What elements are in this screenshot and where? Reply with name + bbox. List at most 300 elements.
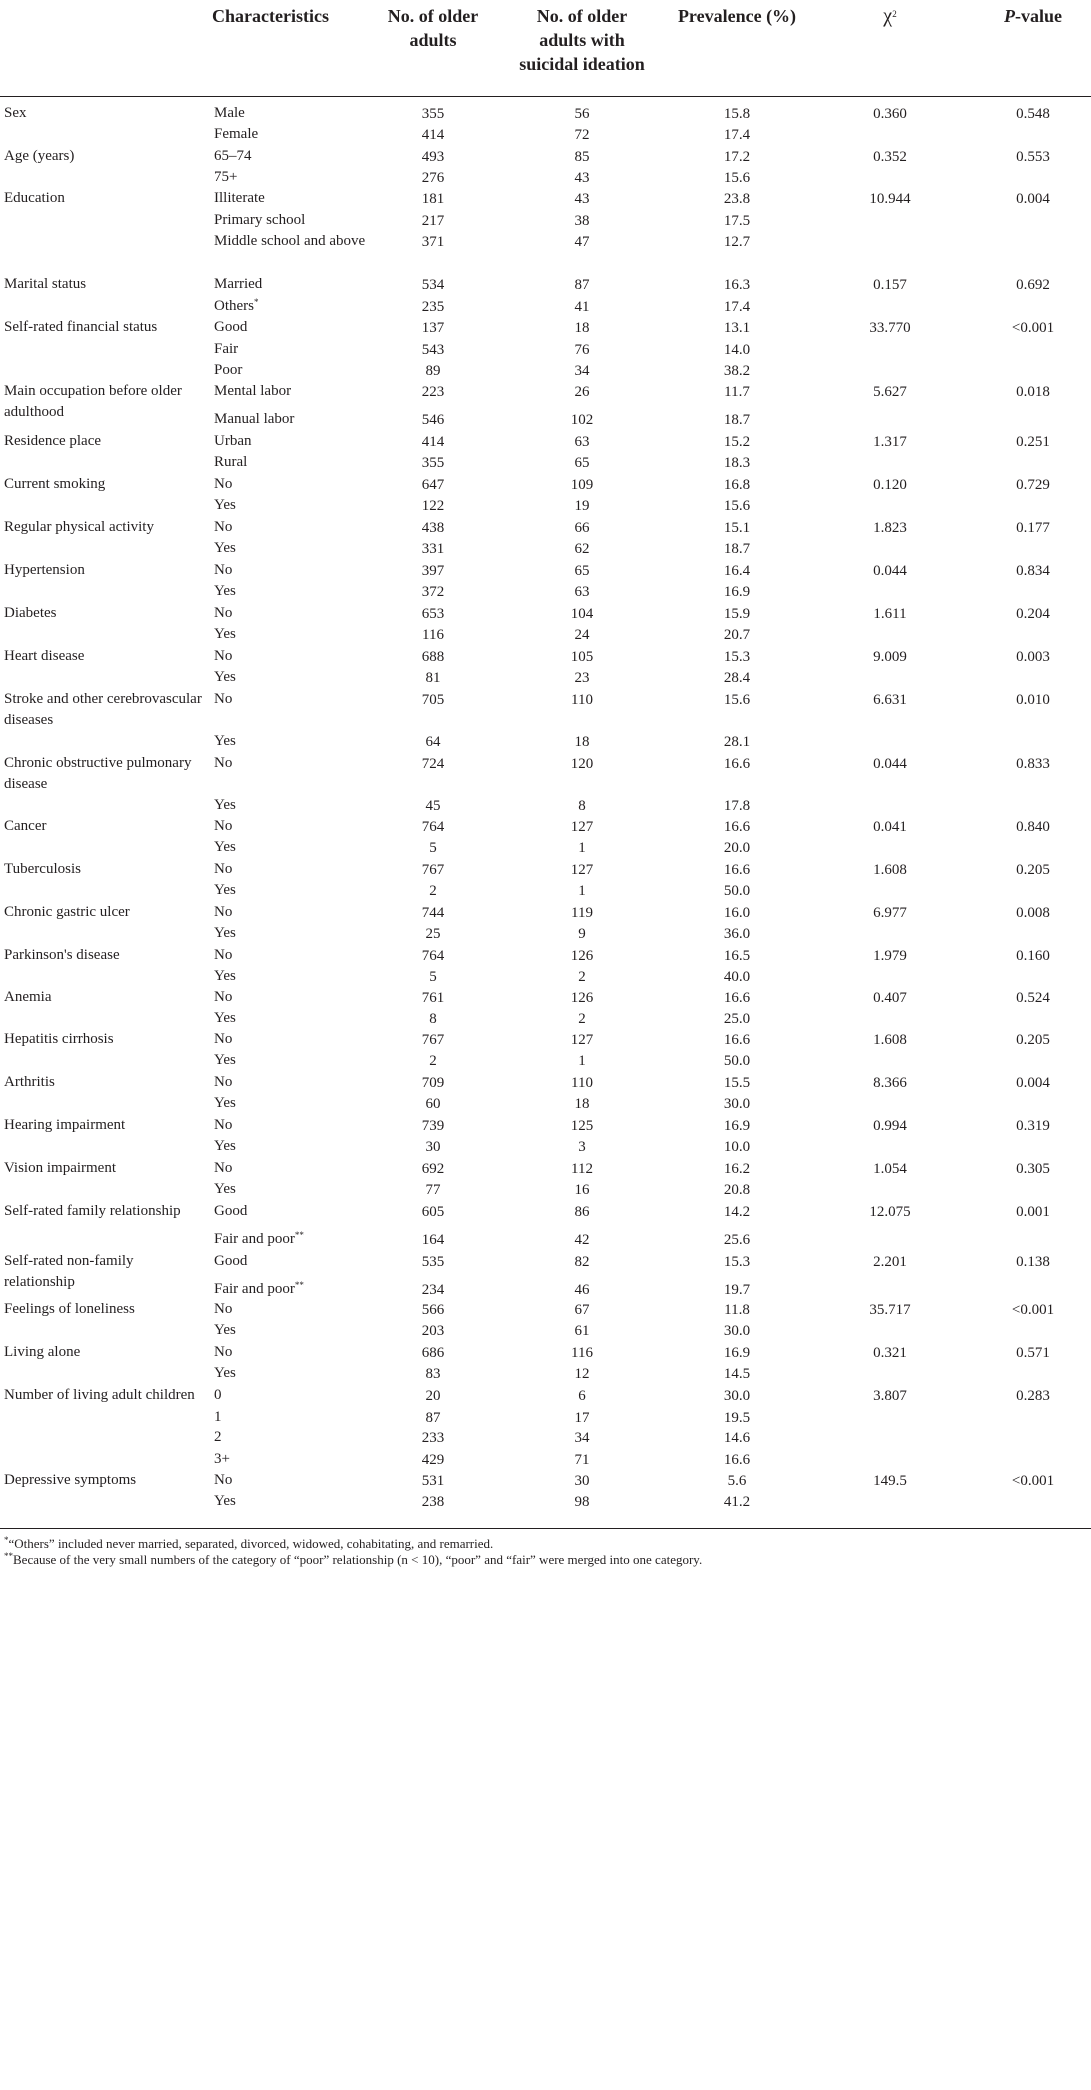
row-n-older-adults: 493 bbox=[421, 149, 445, 165]
row-n-older-adults: 543 bbox=[421, 342, 445, 358]
row-variable: Current smoking bbox=[4, 476, 106, 492]
row-category: No bbox=[214, 648, 233, 664]
row-prevalence: 50.0 bbox=[723, 1053, 751, 1069]
row-n-older-adults: 233 bbox=[421, 1430, 445, 1446]
row-prevalence: 15.6 bbox=[723, 170, 751, 186]
row-variable bbox=[4, 1090, 204, 1093]
row-variable: Heart disease bbox=[4, 648, 85, 664]
row-category: No bbox=[214, 947, 233, 963]
row-n-older-adults: 20 bbox=[425, 1388, 441, 1404]
row-p-value: 0.571 bbox=[1016, 1345, 1050, 1361]
footnote-2 bbox=[4, 1551, 702, 1569]
row-category: Yes bbox=[214, 925, 236, 941]
row-category: 3+ bbox=[214, 1451, 230, 1467]
row-prevalence: 20.7 bbox=[723, 627, 751, 643]
row-n-suicidal-ideation: 1 bbox=[578, 1053, 586, 1069]
row-variable: Self-rated financial status bbox=[4, 319, 158, 335]
row-n-older-adults: 116 bbox=[422, 627, 444, 643]
row-prevalence: 15.6 bbox=[723, 498, 751, 514]
row-prevalence: 16.6 bbox=[723, 756, 751, 772]
row-n-suicidal-ideation: 112 bbox=[571, 1161, 593, 1177]
row-p-value: 0.834 bbox=[1016, 563, 1050, 579]
row-category: Yes bbox=[214, 626, 236, 642]
row-chi-square: 1.054 bbox=[873, 1161, 907, 1177]
row-n-suicidal-ideation: 2 bbox=[578, 1011, 586, 1027]
row-n-suicidal-ideation: 109 bbox=[570, 477, 594, 493]
row-n-suicidal-ideation: 66 bbox=[574, 520, 590, 536]
row-prevalence: 25.0 bbox=[723, 1011, 751, 1027]
row-n-older-adults: 181 bbox=[421, 191, 445, 207]
row-variable: Depressive symptoms bbox=[4, 1472, 137, 1488]
row-n-suicidal-ideation: 119 bbox=[571, 905, 593, 921]
row-variable: Vision impairment bbox=[4, 1160, 117, 1176]
row-category: Yes bbox=[214, 1365, 236, 1381]
row-prevalence: 13.1 bbox=[723, 320, 751, 336]
row-chi-square: 6.631 bbox=[873, 692, 907, 708]
row-prevalence: 17.2 bbox=[723, 149, 751, 165]
row-category: No bbox=[214, 755, 233, 771]
row-category: No bbox=[214, 1472, 233, 1488]
row-n-older-adults: 5 bbox=[429, 969, 437, 985]
row-n-older-adults: 546 bbox=[421, 412, 445, 428]
row-n-older-adults: 686 bbox=[421, 1345, 445, 1361]
row-n-older-adults: 238 bbox=[421, 1494, 445, 1510]
row-prevalence: 15.3 bbox=[723, 649, 751, 665]
row-prevalence: 15.3 bbox=[723, 1254, 751, 1270]
row-n-older-adults: 25 bbox=[425, 926, 441, 942]
row-prevalence: 17.4 bbox=[723, 127, 751, 143]
row-category: Yes bbox=[214, 1181, 236, 1197]
row-category: No bbox=[214, 1074, 233, 1090]
row-category: 2 bbox=[214, 1429, 222, 1445]
row-p-value: 0.018 bbox=[1016, 384, 1050, 400]
row-prevalence: 17.5 bbox=[723, 213, 751, 229]
row-category: Yes bbox=[214, 733, 236, 749]
row-n-older-adults: 438 bbox=[421, 520, 445, 536]
row-prevalence: 16.9 bbox=[723, 1118, 751, 1134]
row-category: No bbox=[214, 562, 233, 578]
row-variable bbox=[4, 1317, 204, 1320]
row-prevalence: 10.0 bbox=[723, 1139, 751, 1155]
row-n-suicidal-ideation: 110 bbox=[571, 1075, 593, 1091]
row-category: Female bbox=[214, 126, 259, 142]
row-prevalence: 16.9 bbox=[723, 1345, 751, 1361]
row-category: No bbox=[214, 989, 233, 1005]
row-p-value: 0.004 bbox=[1016, 1075, 1050, 1091]
row-chi-square: 12.075 bbox=[869, 1204, 911, 1220]
row-variable bbox=[4, 1446, 204, 1449]
row-prevalence: 14.0 bbox=[723, 342, 751, 358]
row-n-older-adults: 739 bbox=[421, 1118, 445, 1134]
row-chi-square: 0.044 bbox=[873, 563, 907, 579]
footnote-1-text: “Others” included never married, separated, divorced, widowed, cohabitating, and remarried. bbox=[8, 1536, 494, 1551]
row-variable bbox=[4, 1226, 204, 1229]
row-n-older-adults: 767 bbox=[421, 1032, 445, 1048]
row-category: No bbox=[214, 1344, 233, 1360]
row-n-suicidal-ideation: 26 bbox=[574, 384, 590, 400]
row-category: No bbox=[214, 605, 233, 621]
row-variable: Parkinson's disease bbox=[4, 947, 120, 963]
row-variable bbox=[4, 834, 204, 837]
row-p-value: 0.204 bbox=[1016, 606, 1050, 622]
row-n-suicidal-ideation: 18 bbox=[574, 320, 590, 336]
row-prevalence: 14.2 bbox=[723, 1204, 751, 1220]
row-chi-square: 0.352 bbox=[873, 149, 907, 165]
row-n-older-adults: 87 bbox=[425, 1410, 441, 1426]
row-n-suicidal-ideation: 63 bbox=[574, 434, 590, 450]
row-n-older-adults: 692 bbox=[421, 1161, 445, 1177]
row-n-older-adults: 531 bbox=[421, 1473, 445, 1489]
row-chi-square: 5.627 bbox=[873, 384, 907, 400]
row-p-value: 0.160 bbox=[1016, 948, 1050, 964]
row-category: Good bbox=[214, 319, 248, 335]
category-footnote-mark: ** bbox=[294, 1280, 304, 1290]
row-variable bbox=[4, 1133, 204, 1136]
row-chi-square: 35.717 bbox=[869, 1302, 911, 1318]
row-n-older-adults: 372 bbox=[421, 584, 445, 600]
row-p-value: <0.001 bbox=[1011, 1302, 1055, 1318]
row-variable: Regular physical activity bbox=[4, 519, 154, 535]
row-prevalence: 16.8 bbox=[723, 477, 751, 493]
row-chi-square: 0.407 bbox=[873, 990, 907, 1006]
row-n-older-adults: 355 bbox=[421, 106, 445, 122]
row-variable: Chronic obstructive pulmonary disease bbox=[4, 755, 192, 792]
row-n-older-adults: 122 bbox=[421, 498, 445, 514]
row-prevalence: 11.7 bbox=[724, 384, 750, 400]
row-p-value: 0.553 bbox=[1016, 149, 1050, 165]
row-n-older-adults: 429 bbox=[421, 1452, 445, 1468]
row-chi-square: 2.201 bbox=[873, 1254, 907, 1270]
row-prevalence: 15.2 bbox=[723, 434, 751, 450]
row-variable bbox=[4, 293, 204, 296]
row-n-older-adults: 81 bbox=[425, 670, 441, 686]
row-p-value: 0.008 bbox=[1016, 905, 1050, 921]
header-n-older-adults: No. of older adults bbox=[387, 6, 479, 50]
row-category: 0 bbox=[214, 1387, 222, 1403]
row-variable bbox=[4, 664, 204, 667]
row-prevalence: 30.0 bbox=[723, 1323, 751, 1339]
row-prevalence: 14.5 bbox=[723, 1366, 751, 1382]
category-footnote-mark: * bbox=[254, 297, 259, 307]
row-prevalence: 17.4 bbox=[723, 299, 751, 315]
row-n-suicidal-ideation: 9 bbox=[578, 926, 586, 942]
row-category: Manual labor bbox=[214, 411, 295, 427]
row-n-older-adults: 371 bbox=[421, 234, 445, 250]
row-n-older-adults: 566 bbox=[421, 1302, 445, 1318]
row-n-suicidal-ideation: 126 bbox=[570, 948, 594, 964]
row-p-value: 0.001 bbox=[1016, 1204, 1050, 1220]
row-n-older-adults: 77 bbox=[425, 1182, 441, 1198]
row-prevalence: 18.3 bbox=[723, 455, 751, 471]
row-category: Yes bbox=[214, 1138, 236, 1154]
row-variable: Residence place bbox=[4, 433, 102, 449]
row-n-older-adults: 223 bbox=[421, 384, 445, 400]
row-n-older-adults: 653 bbox=[421, 606, 445, 622]
row-prevalence: 16.6 bbox=[723, 862, 751, 878]
category-text: Others bbox=[214, 298, 254, 314]
row-n-older-adults: 217 bbox=[421, 213, 445, 229]
row-variable bbox=[4, 1276, 204, 1279]
row-chi-square: 0.157 bbox=[873, 277, 907, 293]
row-n-older-adults: 414 bbox=[421, 434, 445, 450]
row-n-older-adults: 355 bbox=[421, 455, 445, 471]
row-prevalence: 36.0 bbox=[723, 926, 751, 942]
row-category: 1 bbox=[214, 1409, 222, 1425]
row-n-suicidal-ideation: 34 bbox=[574, 363, 590, 379]
row-chi-square: 8.366 bbox=[873, 1075, 907, 1091]
row-variable: Main occupation before older adulthood bbox=[4, 383, 182, 420]
row-n-suicidal-ideation: 62 bbox=[574, 541, 590, 557]
bottom-rule bbox=[0, 1528, 1091, 1529]
row-category: Male bbox=[214, 105, 245, 121]
row-prevalence: 19.5 bbox=[723, 1410, 751, 1426]
row-variable: Living alone bbox=[4, 1344, 81, 1360]
row-n-suicidal-ideation: 76 bbox=[574, 342, 590, 358]
row-category: Yes bbox=[214, 540, 236, 556]
row-n-suicidal-ideation: 16 bbox=[574, 1182, 590, 1198]
row-category: Yes bbox=[214, 497, 236, 513]
row-category: Yes bbox=[214, 669, 236, 685]
header-n-with-suicidal-ideation: No. of older adults with suicidal ideation bbox=[519, 6, 645, 74]
row-variable bbox=[4, 1176, 204, 1179]
row-n-older-adults: 203 bbox=[421, 1323, 445, 1339]
row-variable bbox=[4, 336, 204, 339]
row-prevalence: 25.6 bbox=[723, 1232, 751, 1248]
row-n-older-adults: 60 bbox=[425, 1096, 441, 1112]
row-prevalence: 16.6 bbox=[723, 990, 751, 1006]
row-variable bbox=[4, 1424, 204, 1427]
row-chi-square: 0.120 bbox=[873, 477, 907, 493]
row-prevalence: 12.7 bbox=[723, 234, 751, 250]
chi-symbol: χ bbox=[883, 5, 893, 27]
row-prevalence: 23.8 bbox=[723, 191, 751, 207]
row-category bbox=[214, 1226, 374, 1250]
row-p-value: 0.010 bbox=[1016, 692, 1050, 708]
row-category: Married bbox=[214, 276, 263, 292]
row-p-value: 0.004 bbox=[1016, 191, 1050, 207]
row-variable: Feelings of loneliness bbox=[4, 1301, 135, 1317]
row-n-suicidal-ideation: 46 bbox=[574, 1282, 590, 1298]
row-prevalence: 15.6 bbox=[723, 692, 751, 708]
row-n-suicidal-ideation: 104 bbox=[570, 606, 594, 622]
row-n-suicidal-ideation: 23 bbox=[574, 670, 590, 686]
row-n-suicidal-ideation: 43 bbox=[574, 170, 590, 186]
row-category: No bbox=[214, 519, 233, 535]
row-n-older-adults: 164 bbox=[421, 1232, 445, 1248]
row-variable bbox=[4, 535, 204, 538]
row-chi-square: 6.977 bbox=[873, 905, 907, 921]
row-category: 75+ bbox=[214, 169, 238, 185]
row-prevalence: 15.1 bbox=[723, 520, 751, 536]
row-prevalence: 30.0 bbox=[723, 1096, 751, 1112]
row-prevalence: 19.7 bbox=[723, 1282, 751, 1298]
row-n-suicidal-ideation: 116 bbox=[571, 1345, 593, 1361]
row-n-suicidal-ideation: 127 bbox=[570, 819, 594, 835]
row-prevalence: 20.8 bbox=[723, 1182, 751, 1198]
row-n-older-adults: 64 bbox=[425, 734, 441, 750]
row-variable: Arthritis bbox=[4, 1074, 55, 1090]
row-category: No bbox=[214, 1301, 233, 1317]
category-text: Fair and poor bbox=[214, 1231, 295, 1247]
row-category: No bbox=[214, 1160, 233, 1176]
row-category: Fair bbox=[214, 341, 239, 357]
row-n-older-adults: 397 bbox=[421, 563, 445, 579]
row-category: No bbox=[214, 1117, 233, 1133]
row-variable bbox=[4, 492, 204, 495]
row-variable bbox=[4, 963, 204, 966]
header-characteristics: Characteristics bbox=[212, 6, 329, 26]
row-prevalence: 16.4 bbox=[723, 563, 751, 579]
row-chi-square: 1.608 bbox=[873, 1032, 907, 1048]
row-variable bbox=[4, 406, 204, 409]
row-variable: Hearing impairment bbox=[4, 1117, 126, 1133]
header-chi-square bbox=[820, 4, 960, 28]
row-variable bbox=[4, 1047, 204, 1050]
row-category: No bbox=[214, 818, 233, 834]
row-n-suicidal-ideation: 87 bbox=[574, 277, 590, 293]
row-n-suicidal-ideation: 30 bbox=[574, 1473, 590, 1489]
row-p-value: 0.251 bbox=[1016, 434, 1050, 450]
row-p-value: 0.833 bbox=[1016, 756, 1050, 772]
row-prevalence: 15.8 bbox=[723, 106, 751, 122]
row-category: No bbox=[214, 691, 233, 707]
row-chi-square: 149.5 bbox=[873, 1473, 907, 1489]
row-variable: Anemia bbox=[4, 989, 52, 1005]
row-n-older-adults: 2 bbox=[429, 883, 437, 899]
row-category: Middle school and above bbox=[214, 233, 366, 249]
row-n-older-adults: 535 bbox=[421, 1254, 445, 1270]
row-chi-square: 1.979 bbox=[873, 948, 907, 964]
row-prevalence: 17.8 bbox=[723, 798, 751, 814]
row-variable bbox=[4, 792, 204, 795]
row-n-suicidal-ideation: 24 bbox=[574, 627, 590, 643]
row-category: Yes bbox=[214, 1010, 236, 1026]
row-prevalence: 16.6 bbox=[723, 1452, 751, 1468]
row-n-suicidal-ideation: 127 bbox=[570, 862, 594, 878]
row-category: Poor bbox=[214, 362, 243, 378]
row-n-older-adults: 761 bbox=[421, 990, 445, 1006]
row-variable bbox=[4, 449, 204, 452]
row-n-older-adults: 276 bbox=[421, 170, 445, 186]
row-n-suicidal-ideation: 17 bbox=[574, 1410, 590, 1426]
row-category: 65–74 bbox=[214, 148, 252, 164]
row-p-value: <0.001 bbox=[1011, 1473, 1055, 1489]
row-chi-square: 0.360 bbox=[873, 106, 907, 122]
row-variable: Sex bbox=[4, 105, 27, 121]
row-n-suicidal-ideation: 61 bbox=[574, 1323, 590, 1339]
row-n-suicidal-ideation: 38 bbox=[574, 213, 590, 229]
row-n-suicidal-ideation: 2 bbox=[578, 969, 586, 985]
row-variable bbox=[4, 877, 204, 880]
row-prevalence: 16.0 bbox=[723, 905, 751, 921]
row-chi-square: 33.770 bbox=[869, 320, 911, 336]
footnote-1-mark: * bbox=[4, 1535, 9, 1545]
row-category: Yes bbox=[214, 1493, 236, 1509]
row-p-value: 0.305 bbox=[1016, 1161, 1050, 1177]
row-n-suicidal-ideation: 85 bbox=[574, 149, 590, 165]
row-p-value: 0.840 bbox=[1016, 819, 1050, 835]
row-variable bbox=[4, 621, 204, 624]
row-prevalence: 50.0 bbox=[723, 883, 751, 899]
row-n-suicidal-ideation: 12 bbox=[574, 1366, 590, 1382]
row-prevalence: 28.1 bbox=[723, 734, 751, 750]
row-variable: Chronic gastric ulcer bbox=[4, 904, 130, 920]
category-text: Fair and poor bbox=[214, 1281, 295, 1297]
row-n-older-adults: 534 bbox=[421, 277, 445, 293]
row-chi-square: 0.041 bbox=[873, 819, 907, 835]
row-n-suicidal-ideation: 65 bbox=[574, 455, 590, 471]
row-p-value: 0.205 bbox=[1016, 862, 1050, 878]
row-n-suicidal-ideation: 18 bbox=[574, 1096, 590, 1112]
row-chi-square: 1.317 bbox=[873, 434, 907, 450]
row-chi-square: 0.044 bbox=[873, 756, 907, 772]
row-prevalence: 16.6 bbox=[723, 1032, 751, 1048]
row-variable: Self-rated non-family relationship bbox=[4, 1253, 134, 1290]
row-prevalence: 41.2 bbox=[723, 1494, 751, 1510]
row-variable: Tuberculosis bbox=[4, 861, 81, 877]
row-n-suicidal-ideation: 42 bbox=[574, 1232, 590, 1248]
row-prevalence: 30.0 bbox=[723, 1388, 751, 1404]
row-p-value: 0.692 bbox=[1016, 277, 1050, 293]
row-n-suicidal-ideation: 72 bbox=[574, 127, 590, 143]
row-n-older-adults: 234 bbox=[421, 1282, 445, 1298]
row-prevalence: 5.6 bbox=[727, 1473, 747, 1489]
header-p-value bbox=[978, 4, 1088, 28]
row-prevalence: 11.8 bbox=[724, 1302, 750, 1318]
row-variable: Education bbox=[4, 190, 65, 206]
row-n-older-adults: 767 bbox=[421, 862, 445, 878]
row-n-older-adults: 30 bbox=[425, 1139, 441, 1155]
row-p-value: 0.524 bbox=[1016, 990, 1050, 1006]
row-variable bbox=[4, 1360, 204, 1363]
row-n-older-adults: 235 bbox=[421, 299, 445, 315]
row-variable: Number of living adult children bbox=[4, 1387, 195, 1403]
row-variable bbox=[4, 1005, 204, 1008]
row-p-value: 0.729 bbox=[1016, 477, 1050, 493]
row-prevalence: 15.5 bbox=[723, 1075, 751, 1091]
row-n-older-adults: 705 bbox=[421, 692, 445, 708]
row-n-suicidal-ideation: 86 bbox=[574, 1204, 590, 1220]
row-n-suicidal-ideation: 1 bbox=[578, 883, 586, 899]
row-p-value: 0.319 bbox=[1016, 1118, 1050, 1134]
row-n-older-adults: 647 bbox=[421, 477, 445, 493]
row-n-older-adults: 688 bbox=[421, 649, 445, 665]
footnote-2-mark: ** bbox=[4, 1551, 13, 1561]
row-prevalence: 18.7 bbox=[723, 412, 751, 428]
row-n-older-adults: 83 bbox=[425, 1366, 441, 1382]
row-n-suicidal-ideation: 98 bbox=[574, 1494, 590, 1510]
row-variable bbox=[4, 728, 204, 731]
row-category: Mental labor bbox=[214, 383, 292, 399]
row-prevalence: 18.7 bbox=[723, 541, 751, 557]
row-variable bbox=[4, 1404, 204, 1407]
row-category: Urban bbox=[214, 433, 252, 449]
row-n-older-adults: 45 bbox=[425, 798, 441, 814]
row-variable: Cancer bbox=[4, 818, 47, 834]
row-p-value: 0.003 bbox=[1016, 649, 1050, 665]
p-rest: -value bbox=[1015, 6, 1062, 26]
row-category: Yes bbox=[214, 797, 236, 813]
row-n-older-adults: 2 bbox=[429, 1053, 437, 1069]
row-n-older-adults: 5 bbox=[429, 840, 437, 856]
header-prevalence: Prevalence (%) bbox=[677, 6, 797, 26]
row-n-older-adults: 8 bbox=[429, 1011, 437, 1027]
row-category: Yes bbox=[214, 1095, 236, 1111]
row-category: Yes bbox=[214, 882, 236, 898]
row-n-older-adults: 137 bbox=[421, 320, 445, 336]
row-variable bbox=[4, 920, 204, 923]
row-prevalence: 15.9 bbox=[723, 606, 751, 622]
